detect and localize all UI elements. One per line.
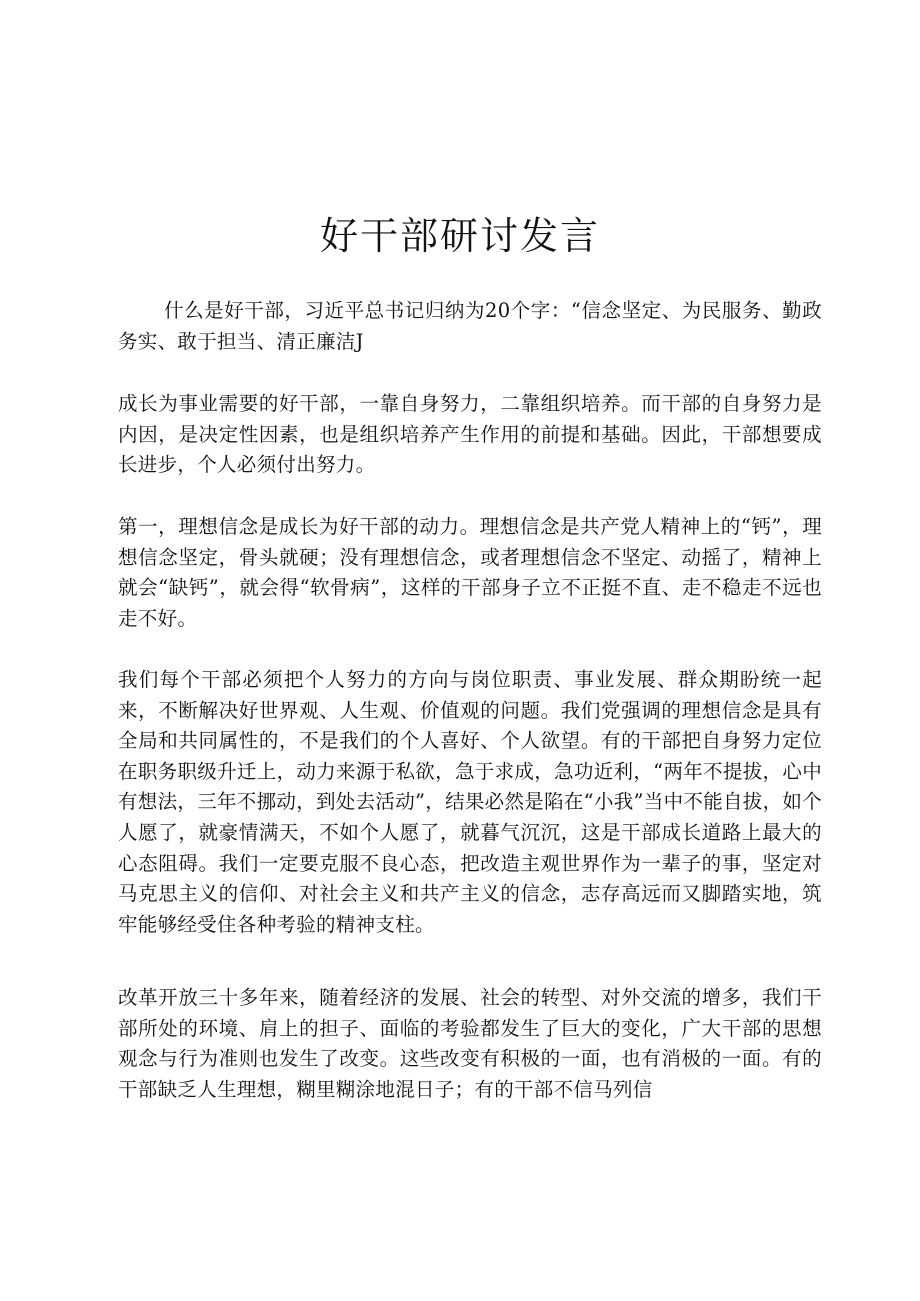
document-title: 好干部研讨发言 [319,214,600,258]
paragraph-reform: 改革开放三十多年来，随着经济的发展、社会的转型、对外交流的增多，我们干部所处的环境、肩上的担子、面临的考验都发生了巨大的变化，广大干部的思想观念与行为准则也发生了改变。这些改变有积极的一面，也有消极的一面。有的干部缺乏人生理想，糊里糊涂地混日子；有的干部不信马列信 [118,986,822,1101]
paragraph-first-point: 第一，理想信念是成长为好干部的动力。理想信念是共产党人精神上的“钙”，理想信念坚定，骨头就硬；没有理想信念，或者理想信念不坚定、动摇了，精神上就会“缺钙”，就会得“软骨病”，这样的干部身子立不正挺不直、走不稳走不远也走不好。 [118,515,822,630]
paragraph-growth: 成长为事业需要的好干部，一靠自身努力，二靠组织培养。而干部的自身努力是内因，是决定性因素，也是组织培养产生作用的前提和基础。因此，干部想要成长进步，个人必须付出努力。 [118,392,822,477]
paragraph-intro: 什么是好干部，习近平总书记归纳为20个字：“信念坚定、为民服务、勤政务实、敢于担当、清正廉洁J [118,299,822,353]
paragraph-direction: 我们每个干部必须把个人努力的方向与岗位职责、事业发展、群众期盼统一起来，不断解决好世界观、人生观、价值观的问题。我们党强调的理想信念是具有全局和共同属性的，不是我们的个人喜好、个人欲望。有的干部把自身努力定位在职务职级升迁上，动力来源于私欲，急于求成，急功近利，“两年不提拔，心中有想法，三年不挪动，到处去活动”，结果必然是陷在“小我”当中不能自拔，如个人愿了，就豪情满天，不如个人愿了，就暮气沉沉，这是干部成长道路上最大的心态阻碍。我们一定要克服不良心态，把改造主观世界作为一辈子的事，坚定对马克思主义的信仰、对社会主义和共产主义的信念，志存高远而又脚踏实地，筑牢能够经受住各种考验的精神支柱。 [118,668,823,936]
